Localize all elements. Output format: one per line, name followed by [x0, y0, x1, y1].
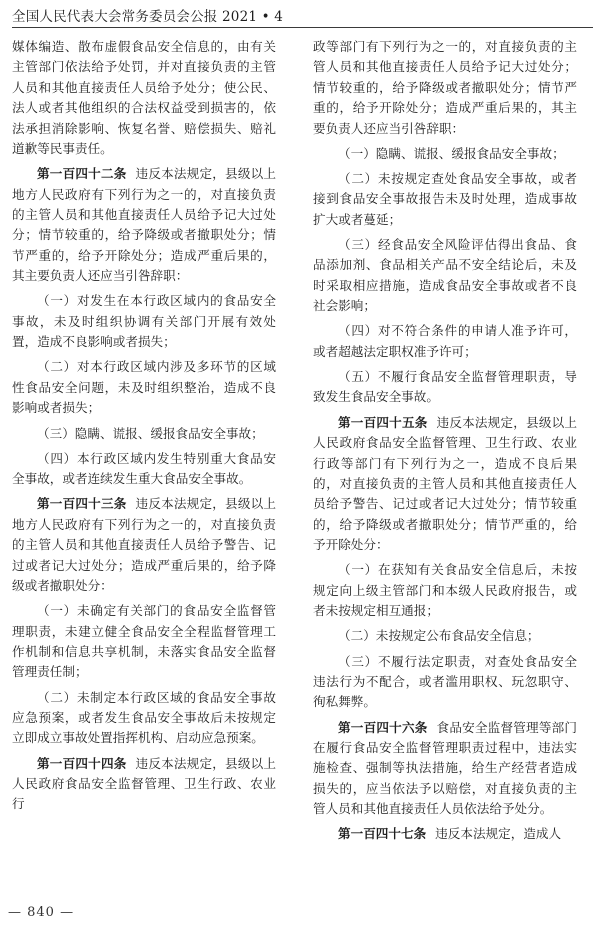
paragraph-text: 违反本法规定，造成人 [435, 826, 562, 842]
clause-paragraph [12, 291, 276, 352]
page-footer [8, 903, 74, 923]
article-number: 第一百四十四条 [37, 755, 127, 771]
paragraph-text: 违反本法规定，县级以上地方人民政府有下列行为之一的，对直接负责的主管人员和其他直接责任人员给予记大过处分；情节较重的，给予降级或者撤职处分；情节严重的，给予开除处分；造成严重后果的，其主要负责人还应当引咎辞职： [12, 166, 277, 284]
gazette-header [12, 7, 593, 27]
clause-paragraph [12, 688, 276, 749]
paragraph-text: （二）对本行政区域内涉及多环节的区域性食品安全问题，未及时组织整治，造成不良影响或者损失； [12, 359, 276, 416]
article-number: 第一百四十五条 [338, 414, 428, 430]
paragraph-text: （三）经食品安全风险评估得出食品、食品添加剂、食品相关产品不安全结论后，未及时采取相应措施，造成食品安全事故或者不良社会影响； [313, 237, 577, 314]
clause-paragraph [12, 449, 276, 490]
header-divider [12, 27, 593, 28]
clause-paragraph [313, 144, 577, 164]
page-number: — 840 — [8, 905, 75, 920]
article-number: 第一百四十六条 [338, 719, 428, 735]
continued-paragraph [313, 37, 577, 139]
paragraph-text: （一）未确定有关部门的食品安全监督管理职责，未建立健全食品安全全程监督管理工作机制和信息共享机制，未落实食品安全监督管理责任制； [12, 603, 276, 680]
paragraph-text: （一）对发生在本行政区域内的食品安全事故，未及时组织协调有关部门开展有效处置，造成不良影响或者损失； [12, 293, 276, 350]
paragraph-text: 违反本法规定，县级以上地方人民政府有下列行为之一的，对直接负责的主管人员和其他直接责任人员给予警告、记过或者记大过处分；造成严重后果的，给予降级或者撤职处分： [12, 496, 277, 593]
paragraph-text: 违反本法规定，县级以上人民政府食品安全监督管理、卫生行政、农业行 [12, 755, 277, 812]
article-paragraph [313, 413, 577, 556]
paragraph-text: 政等部门有下列行为之一的，对直接负责的主管人员和其他直接责任人员给予记大过处分；情节较重的，给予降级或者撤职处分；情节严重的，给予开除处分；造成严重后果的，其主要负责人还应当引咎辞职： [313, 39, 577, 136]
header-title: 全国人民代表大会常务委员会公报 2021 • 4 [12, 9, 284, 25]
right-column [313, 37, 577, 850]
paragraph-text: （一）隐瞒、谎报、缓报食品安全事故； [338, 145, 565, 161]
clause-paragraph [313, 652, 577, 713]
paragraph-text: 食品安全监督管理等部门在履行食品安全监督管理职责过程中，违法实施检查、强制等执法措施，给生产经营者造成损失的，应当依法予以赔偿，对直接负责的主管人员和其他直接责任人员依法给予处分。 [313, 719, 578, 817]
article-paragraph [313, 824, 577, 844]
clause-paragraph [313, 560, 577, 621]
article-paragraph [12, 754, 276, 815]
article-number: 第一百四十七条 [338, 826, 427, 842]
article-paragraph [313, 718, 577, 820]
paragraph-text: （一）在获知有关食品安全信息后，未按规定向上级主管部门和本级人民政府报告，或者未按规定相互通报； [313, 562, 577, 619]
paragraph-text: 媒体编造、散布虚假食品安全信息的，由有关主管部门依法给予处罚，并对直接负责的主管人员和其他直接责任人员给予处分；使公民、法人或者其他组织的合法权益受到损害的，依法承担消除影响、恢复名誉、赔偿损失、赔礼道歉等民事责任。 [12, 39, 276, 157]
paragraph-text: （三）隐瞒、谎报、缓报食品安全事故； [37, 425, 264, 441]
clause-paragraph [313, 626, 577, 646]
paragraph-text: （二）未按规定公布食品安全信息； [338, 628, 540, 644]
clause-paragraph [313, 235, 577, 317]
continued-paragraph [12, 37, 276, 159]
clause-paragraph [313, 169, 577, 230]
clause-paragraph [12, 424, 276, 444]
clause-paragraph [12, 601, 276, 683]
clause-paragraph [313, 321, 577, 362]
article-number: 第一百四十三条 [37, 496, 127, 512]
paragraph-text: 违反本法规定，县级以上人民政府食品安全监督管理、卫生行政、农业行政等部门有下列行为之一，造成不良后果的，对直接负责的主管人员和其他直接责任人员给予警告、记过或者记大过处分；情节较重的，给予降级或者撤职处分；情节严重的，给予开除处分： [313, 414, 578, 553]
paragraph-text: （三）不履行法定职责，对查处食品安全违法行为不配合，或者滥用职权、玩忽职守、徇私舞弊。 [313, 653, 577, 710]
paragraph-text: （二）未制定本行政区域的食品安全事故应急预案，或者发生食品安全事故后未按规定立即成立事故处置指挥机构、启动应急预案。 [12, 689, 276, 746]
article-number: 第一百四十二条 [37, 166, 127, 182]
left-column [12, 37, 276, 820]
article-paragraph [12, 494, 276, 596]
clause-paragraph [313, 367, 577, 408]
article-paragraph [12, 164, 276, 286]
clause-paragraph [12, 357, 276, 418]
paragraph-text: （五）不履行食品安全监督管理职责，导致发生食品安全事故。 [313, 369, 577, 405]
paragraph-text: （四）本行政区域内发生特别重大食品安全事故，或者连续发生重大食品安全事故。 [12, 450, 276, 487]
paragraph-text: （四）对不符合条件的申请人准予许可，或者超越法定职权准予许可； [313, 323, 577, 359]
paragraph-text: （二）未按规定查处食品安全事故，或者接到食品安全事故报告未及时处理，造成事故扩大或者蔓延； [313, 171, 577, 227]
